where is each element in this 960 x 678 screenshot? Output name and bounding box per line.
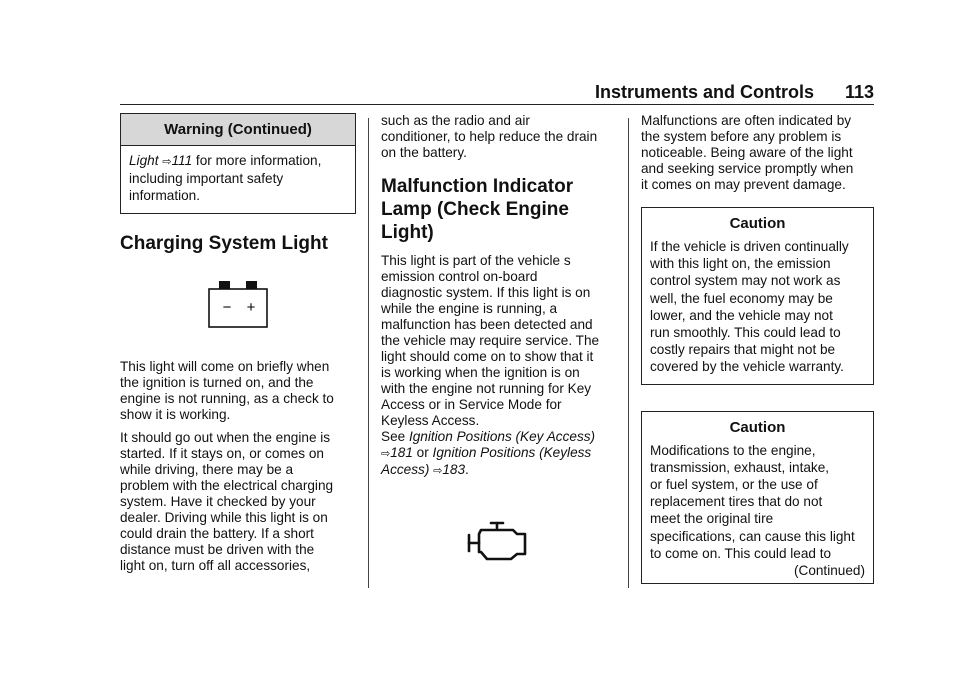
text-line: diagnostic system. If this light is on bbox=[381, 285, 591, 300]
text-line: Keyless Access. bbox=[381, 413, 480, 428]
text-line: Access or in Service Mode for bbox=[381, 397, 562, 412]
page-ref-arrow-icon: ⇨ bbox=[381, 448, 391, 460]
check-engine-icon bbox=[465, 521, 531, 561]
text-line: light should come on to show that it bbox=[381, 349, 594, 364]
battery-plus: + bbox=[246, 298, 256, 316]
text-line: Malfunctions are often indicated by bbox=[641, 113, 852, 128]
xref-ignition-keyless-access-cont[interactable]: Access) bbox=[381, 462, 430, 477]
page-ref-arrow-icon: ⇨ bbox=[162, 156, 172, 168]
text-line: system. Have it checked by your bbox=[120, 493, 316, 509]
text-line: malfunction has been detected and bbox=[381, 317, 593, 332]
see-line-2 bbox=[381, 445, 614, 462]
warning-line-1-tail: for more information, bbox=[192, 153, 322, 168]
text-line: control system may not work as bbox=[650, 273, 841, 289]
text-line: light on, turn off all accessories, bbox=[120, 557, 311, 573]
charging-system-heading: Charging System Light bbox=[120, 232, 328, 254]
text-line: on the battery. bbox=[381, 145, 467, 160]
text-line: started. If it stays on, or comes on bbox=[120, 445, 324, 461]
page-number: 113 bbox=[844, 82, 874, 102]
page-ref-arrow-icon: ⇨ bbox=[433, 465, 443, 477]
xref-page-181[interactable]: 181 bbox=[390, 445, 413, 460]
battery-icon-wrap bbox=[120, 281, 356, 331]
text-line: problem with the electrical charging bbox=[120, 477, 334, 493]
text-line: while driving, there may be a bbox=[120, 461, 294, 477]
text-line: to come on. This could lead to bbox=[650, 545, 832, 561]
text-line: with this light on, the emission bbox=[650, 256, 831, 272]
warning-box bbox=[120, 113, 356, 214]
text-line: transmission, exhaust, intake, bbox=[650, 459, 830, 475]
mil-paragraph bbox=[381, 253, 614, 479]
battery-minus: − bbox=[222, 298, 232, 316]
continued-paragraph bbox=[381, 113, 614, 161]
text-line: the system before any problem is bbox=[641, 129, 842, 144]
column-2 bbox=[381, 113, 614, 561]
text-line: is working when the ignition is on bbox=[381, 365, 580, 380]
text-line: It should go out when the engine is bbox=[120, 429, 331, 445]
text-line: meet the original tire bbox=[650, 511, 774, 527]
see-line-3 bbox=[381, 462, 614, 479]
text-line: well, the fuel economy may be bbox=[650, 290, 833, 306]
text-line: and seeking service promptly when bbox=[641, 161, 854, 176]
battery-icon bbox=[206, 281, 270, 329]
text-line: it comes on may prevent damage. bbox=[641, 177, 846, 192]
text-line: or fuel system, or the use of bbox=[650, 477, 818, 493]
heading-line: Lamp (Check Engine bbox=[381, 199, 569, 220]
caution-box-1 bbox=[641, 207, 874, 385]
column-1 bbox=[120, 113, 356, 574]
see-or: or bbox=[412, 445, 433, 460]
column-divider-1 bbox=[368, 118, 369, 588]
column-divider-2 bbox=[628, 118, 629, 588]
column-3 bbox=[641, 113, 874, 584]
text-line: specifications, can cause this light bbox=[650, 528, 855, 544]
text-line: lower, and the vehicle may not bbox=[650, 307, 833, 323]
text-line: distance must be driven with the bbox=[120, 541, 315, 557]
warning-line-3: information. bbox=[129, 188, 201, 204]
heading-line: Light) bbox=[381, 222, 434, 243]
text-line: If the vehicle is driven continually bbox=[650, 239, 849, 254]
xref-ignition-keyless-access[interactable]: Ignition Positions (Keyless bbox=[432, 445, 592, 460]
see-end: . bbox=[465, 462, 469, 477]
text-line: such as the radio and air bbox=[381, 113, 530, 128]
heading-line: Malfunction Indicator bbox=[381, 176, 574, 197]
text-line: could drain the battery. If a short bbox=[120, 525, 314, 541]
text-line: Modifications to the engine, bbox=[650, 442, 816, 458]
caution-title-2: Caution bbox=[729, 418, 786, 436]
text-line: with the engine not running for Key bbox=[381, 381, 592, 396]
warning-box-title: Warning (Continued) bbox=[121, 114, 355, 146]
section-title: Instruments and Controls bbox=[594, 82, 814, 102]
see-label: See bbox=[381, 429, 409, 444]
see-line-1 bbox=[381, 429, 614, 445]
text-line: replacement tires that do not bbox=[650, 494, 823, 510]
text-line: engine is not running, as a check to bbox=[120, 390, 334, 406]
page-header bbox=[120, 78, 874, 105]
text-line: This light is part of the vehicle s bbox=[381, 253, 571, 268]
text-line: noticeable. Being aware of the light bbox=[641, 145, 853, 160]
text-line: covered by the vehicle warranty. bbox=[650, 359, 844, 375]
caution-box-2 bbox=[641, 411, 874, 585]
text-line: the vehicle may require service. The bbox=[381, 333, 600, 348]
text-line: run smoothly. This could lead to bbox=[650, 325, 841, 341]
continued-label: (Continued) bbox=[793, 563, 865, 579]
text-line: This light will come on briefly when bbox=[120, 358, 330, 374]
xref-page[interactable]: 111 bbox=[171, 153, 193, 168]
text-line: dealer. Driving while this light is on bbox=[120, 509, 328, 525]
intro-paragraph bbox=[641, 113, 874, 193]
engine-icon-wrap bbox=[381, 521, 614, 561]
xref-page-183[interactable]: 183 bbox=[442, 462, 466, 477]
charging-para-2 bbox=[120, 430, 356, 574]
warning-line-1 bbox=[129, 153, 347, 170]
text-line: emission control on-board bbox=[381, 269, 538, 284]
xref-light[interactable]: Light bbox=[129, 153, 159, 168]
warning-line-2: including important safety bbox=[129, 171, 284, 187]
text-line: while the engine is running, a bbox=[381, 301, 558, 316]
caution-title-1: Caution bbox=[729, 215, 786, 232]
text-line: show it is working. bbox=[120, 406, 231, 422]
charging-para-1 bbox=[120, 359, 356, 423]
mil-heading bbox=[381, 175, 614, 244]
text-line: the ignition is turned on, and the bbox=[120, 374, 314, 390]
text-line: costly repairs that might not be bbox=[650, 342, 836, 358]
text-line: conditioner, to help reduce the drain bbox=[381, 129, 598, 144]
xref-ignition-key-access[interactable]: Ignition Positions (Key Access) bbox=[408, 429, 596, 444]
